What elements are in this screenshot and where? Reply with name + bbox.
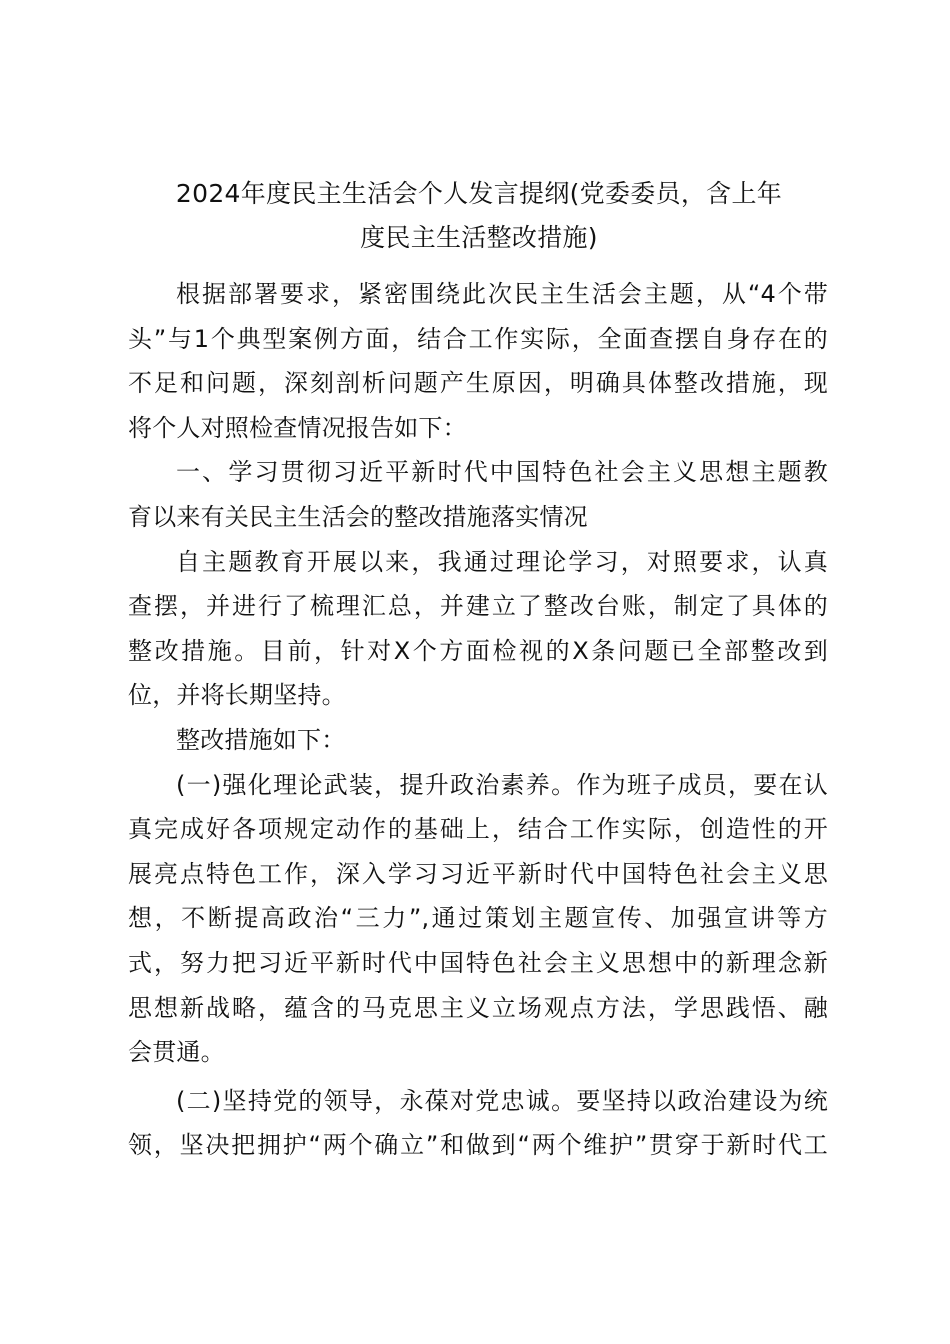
text-line: 领，坚决把拥护“两个确立”和做到“两个维护”贯穿于新时代工 (128, 1131, 828, 1160)
text-line: 会贯通。 (128, 1038, 225, 1067)
measure-1-paragraph (128, 763, 828, 1075)
measure-2-paragraph (128, 1079, 828, 1168)
section-heading-1 (128, 450, 828, 539)
document-title (120, 172, 838, 260)
text-line: 思想新战略，蕴含的马克思主义立场观点方法，学思践悟、融 (128, 993, 828, 1022)
text-line: 不足和问题，深刻剖析问题产生原因，明确具体整改措施，现 (128, 369, 828, 398)
text-line: 头”与1个典型案例方面，结合工作实际，全面查摆自身存在的 (128, 324, 828, 353)
text-line: 查摆，并进行了梳理汇总，并建立了整改台账，制定了具体的 (128, 592, 828, 621)
text-line: 位，并将长期坚持。 (128, 681, 346, 710)
text-line: 展亮点特色工作，深入学习习近平新时代中国特色社会主义思 (128, 859, 828, 888)
measures-intro (128, 718, 828, 763)
text-line: 根据部署要求，紧密围绕此次民主生活会主题，从“4个带 (176, 280, 828, 308)
text-line: 想，不断提高政治“三力”,通过策划主题宣传、加强宣讲等方 (128, 904, 828, 933)
text-line: 真完成好各项规定动作的基础上，结合工作实际，创造性的开 (128, 815, 828, 844)
text-line: 一、学习贯彻习近平新时代中国特色社会主义思想主题教 (176, 458, 828, 487)
text-line: (一)强化理论武装，提升政治素养。作为班子成员，要在认 (176, 770, 828, 799)
text-line: 式，努力把习近平新时代中国特色社会主义思想中的新理念新 (128, 948, 828, 977)
document-body (128, 272, 828, 1168)
text-line: 育以来有关民主生活会的整改措施落实情况 (128, 502, 588, 531)
title-line-1: 2024年度民主生活会个人发言提纲(党委委员，含上年 (175, 179, 783, 208)
title-line-2: 度民主生活整改措施) (360, 223, 598, 252)
text-line: 将个人对照检查情况报告如下： (128, 413, 467, 442)
text-line: 整改措施。目前，针对X个方面检视的X条问题已全部整改到 (128, 636, 828, 665)
intro-paragraph (128, 272, 828, 450)
text-line: (二)坚持党的领导，永葆对党忠诚。要坚持以政治建设为统 (176, 1086, 828, 1115)
text-line: 自主题教育开展以来，我通过理论学习，对照要求，认真 (176, 547, 828, 576)
progress-paragraph (128, 540, 828, 718)
text-line: 整改措施如下： (176, 725, 346, 754)
